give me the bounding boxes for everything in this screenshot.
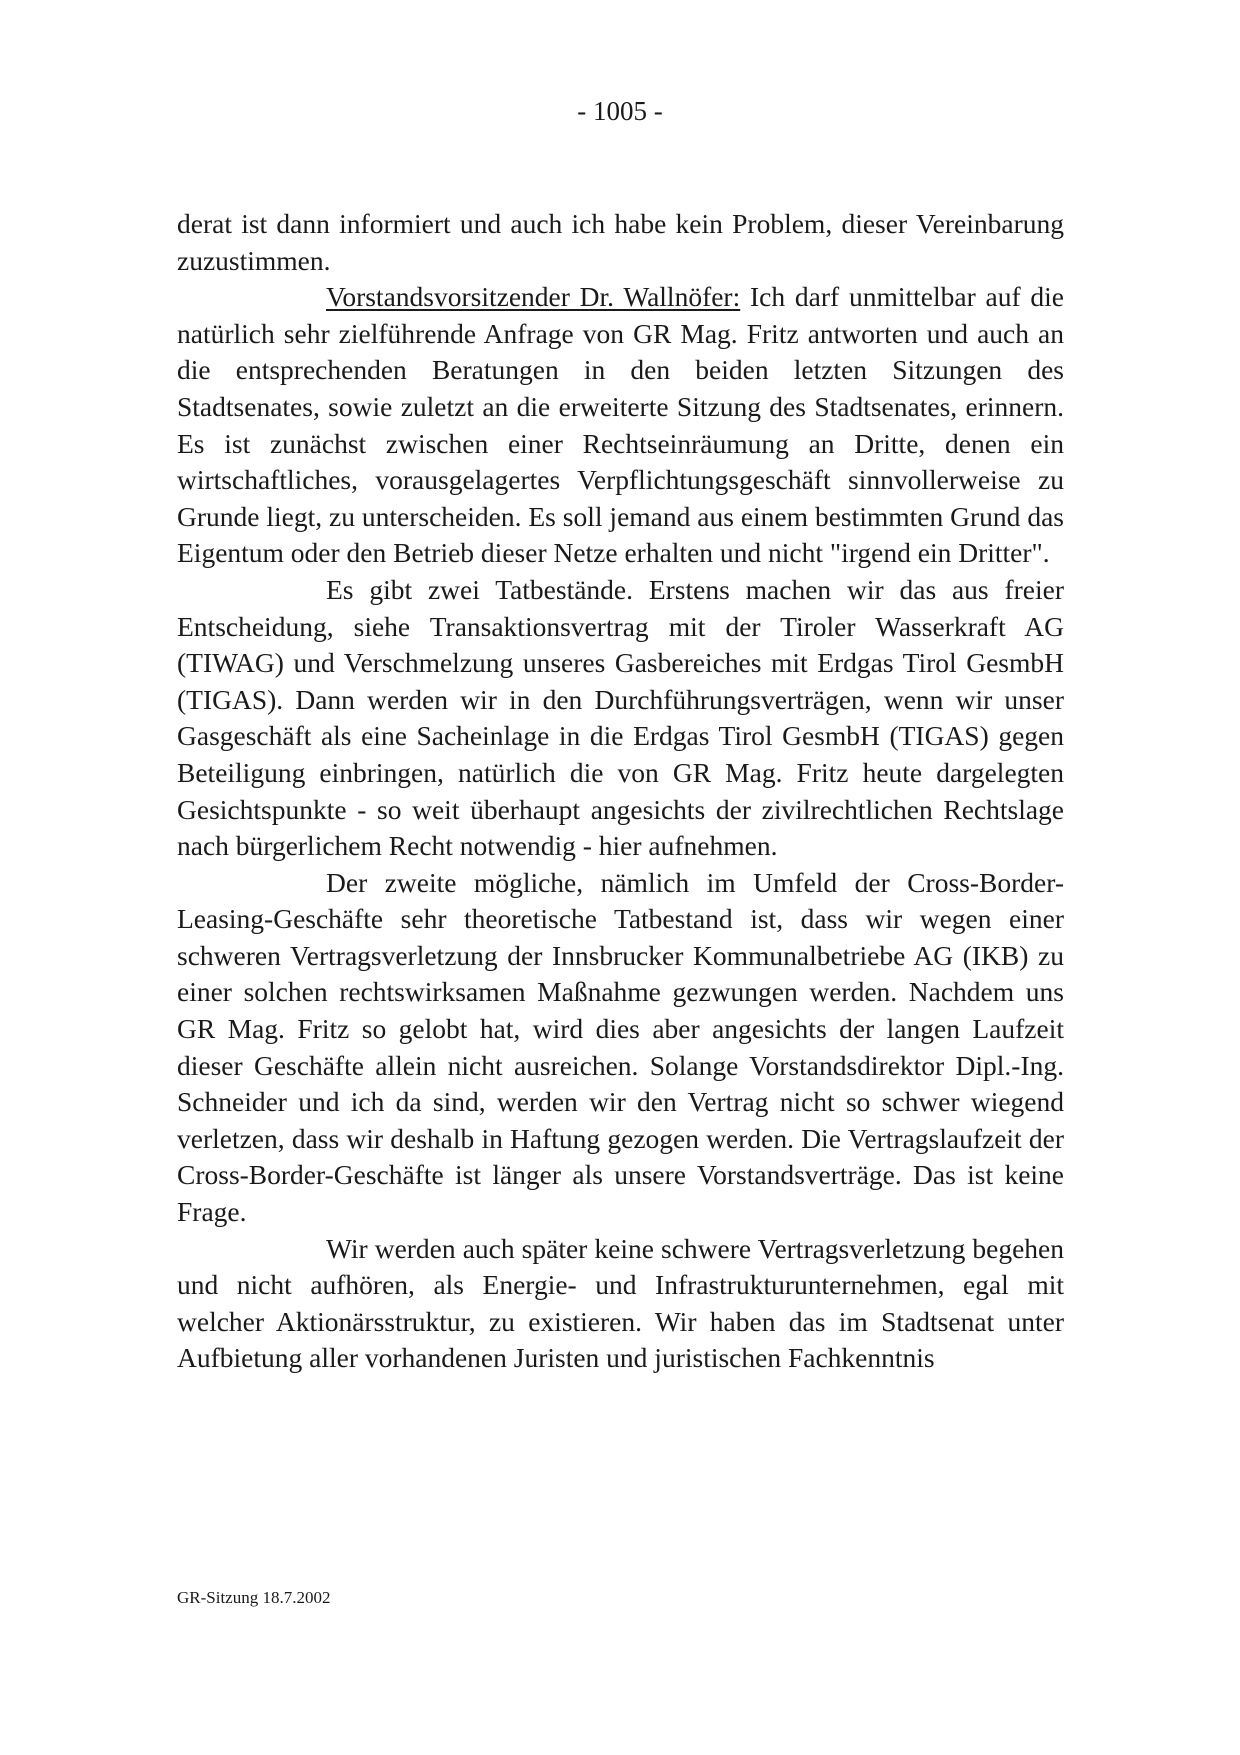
document-body (177, 206, 1064, 1377)
speaker-statement-text: Ich darf unmittelbar auf die natürlich sehr zielführende Anfrage von GR Mag. Fritz antworten und auch an die entsprechenden Beratungen in den beiden letzten Sitzungen des Stadtsenates, sowie zuletzt an die erweiterte Sitzung des Stadtsenates, erinnern. Es ist zunächst zwischen einer Rechtseinräumung an Dritte, denen ein wirtschaftliches, vorausgelagertes Verpflichtungsgeschäft sinnvollerweise zu Grunde liegt, zu unterscheiden. Es soll jemand aus einem bestimmten Grund das Eigentum oder den Betrieb dieser Netze erhalten und nicht "irgend ein Dritter". (177, 281, 1064, 569)
paragraph-speaker-statement (177, 279, 1064, 572)
speaker-label: Vorstandsvorsitzender Dr. Wallnöfer: (326, 281, 741, 313)
footer-session-date: GR-Sitzung 18.7.2002 (177, 1588, 331, 1607)
paragraph-second-tatbestand: Der zweite mögliche, nämlich im Umfeld der Cross-Border-Leasing-Geschäfte sehr theoretische Tatbestand ist, dass wir wegen einer schweren Vertragsverletzung der Innsbrucker Kommunalbetriebe AG (IKB) zu einer solchen rechtswirksamen Maßnahme gezwungen werden. Nachdem uns GR Mag. Fritz so gelobt hat, wird dies aber angesichts der langen Laufzeit dieser Geschäfte allein nicht ausreichen. Solange Vorstandsdirektor Dipl.-Ing. Schneider und ich da sind, werden wir den Vertrag nicht so schwer wiegend verletzen, dass wir deshalb in Haftung gezogen werden. Die Vertragslaufzeit der Cross-Border-Geschäfte ist länger als unsere Vorstandsverträge. Das ist keine Frage. (177, 866, 1064, 1228)
paragraph-continuation: derat ist dann informiert und auch ich habe kein Problem, dieser Vereinbarung zuzustimmen. (177, 208, 1064, 276)
page-number: - 1005 - (577, 96, 663, 126)
paragraph-no-breach: Wir werden auch später keine schwere Vertragsverletzung begehen und nicht aufhören, als Energie- und Infrastrukturunternehmen, egal mit welcher Aktionärsstruktur, zu existieren. Wir haben das im Stadtsenat unter Aufbietung aller vorhandenen Juristen und juristischen Fachkenntnis (177, 1232, 1064, 1374)
paragraph-two-tatbestaende: Es gibt zwei Tatbestände. Erstens machen wir das aus freier Entscheidung, siehe Transaktionsvertrag mit der Tiroler Wasserkraft AG (TIWAG) und Verschmelzung unseres Gasbereiches mit Erdgas Tirol GesmbH (TIGAS). Dann werden wir in den Durchführungsverträgen, wenn wir unser Gasgeschäft als eine Sacheinlage in die Erdgas Tirol GesmbH (TIGAS) gegen Beteiligung einbringen, natürlich die von GR Mag. Fritz heute dargelegten Gesichtspunkte - so weit überhaupt angesichts der zivilrechtlichen Rechtslage nach bürgerlichem Recht notwendig - hier aufnehmen. (177, 573, 1064, 862)
